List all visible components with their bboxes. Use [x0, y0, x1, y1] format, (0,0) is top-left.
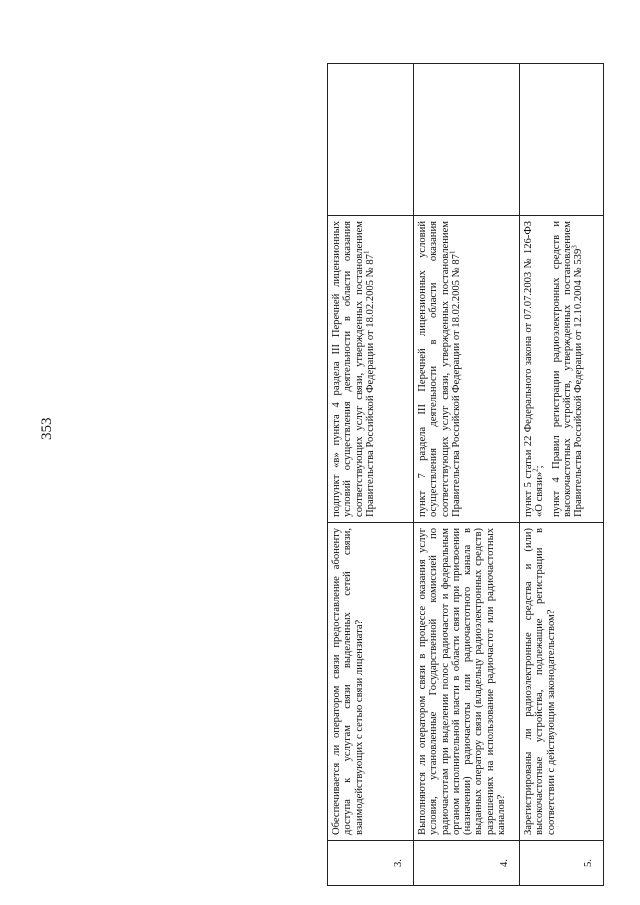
question-cell: Обеспечивается ли оператором связи предоставление абоненту доступа к услугам связи выделенных сетей связи, взаимодействующих с сетью связи лицензиата?	[328, 523, 414, 841]
row-number: 5.	[520, 841, 604, 886]
reference-item	[523, 221, 546, 517]
reference-cell	[520, 216, 604, 523]
row-number: 3.	[328, 841, 414, 886]
reference-cell	[328, 216, 414, 523]
page-number: 353	[39, 417, 55, 440]
reference-text: пункт 7 раздела III Перечней лицензионных условий осуществления деятельности в области оказания соответствующих услуг связи, утвержденных постановлением Правительства Российской Федерации от 18.02.2005 № 87	[417, 221, 462, 517]
question-cell: Выполняются ли оператором связи в процессе оказания услуг условия, установленные Государственной комиссией по радиочастотам при выделении полос радиочастот и федеральным органом исполнительной власти в области связи при присвоении (назначении) радиочастоты или радиочастотного канала в выданных оператору связи (владельцу радиоэлектронных средств) разрешениях на использование радиочастот или радиочастотных каналов?	[414, 523, 520, 841]
footnote-mark: 3	[570, 245, 579, 249]
note-cell	[520, 64, 604, 216]
footnote-mark: 2	[531, 468, 540, 472]
reference-item	[417, 221, 462, 517]
reference-text: пункт 4 Правил регистрации радиоэлектронных средств и высокочастотных устройств, утвержденных постановлением Правительства Российской Федерации от 12.10.2004 № 539	[550, 221, 585, 517]
rotated-table-block	[327, 64, 594, 886]
footnote-mark: 1	[362, 250, 371, 255]
table-row	[520, 64, 604, 886]
note-cell	[328, 64, 414, 216]
reference-text: пункт 5 статьи 22 Федерального закона от 07.07.2003 № 126-ФЗ «О связи»	[523, 221, 546, 517]
footnote-mark: 1	[448, 250, 457, 255]
reference-cell	[414, 216, 520, 523]
question-cell: Зарегистрированы ли радиоэлектронные средства и (или) высокочастотные устройства, подлежащие регистрации в соответствии с действующим законодательством?	[520, 523, 604, 841]
reference-text: подпункт «в» пункта 4 раздела III Перечней лицензионных условий осуществления деятельности в области оказания соответствующих услуг связи, утвержденных постановлением Правительства Российской Федерации от 18.02.2005 № 87	[331, 221, 376, 517]
reference-item	[551, 221, 585, 517]
table-row	[328, 64, 414, 886]
table-row	[414, 64, 520, 886]
requirements-table	[327, 63, 604, 886]
note-cell	[414, 64, 520, 216]
reference-item	[331, 221, 376, 517]
row-number: 4.	[414, 841, 520, 886]
reference-punct: ;	[534, 465, 546, 469]
